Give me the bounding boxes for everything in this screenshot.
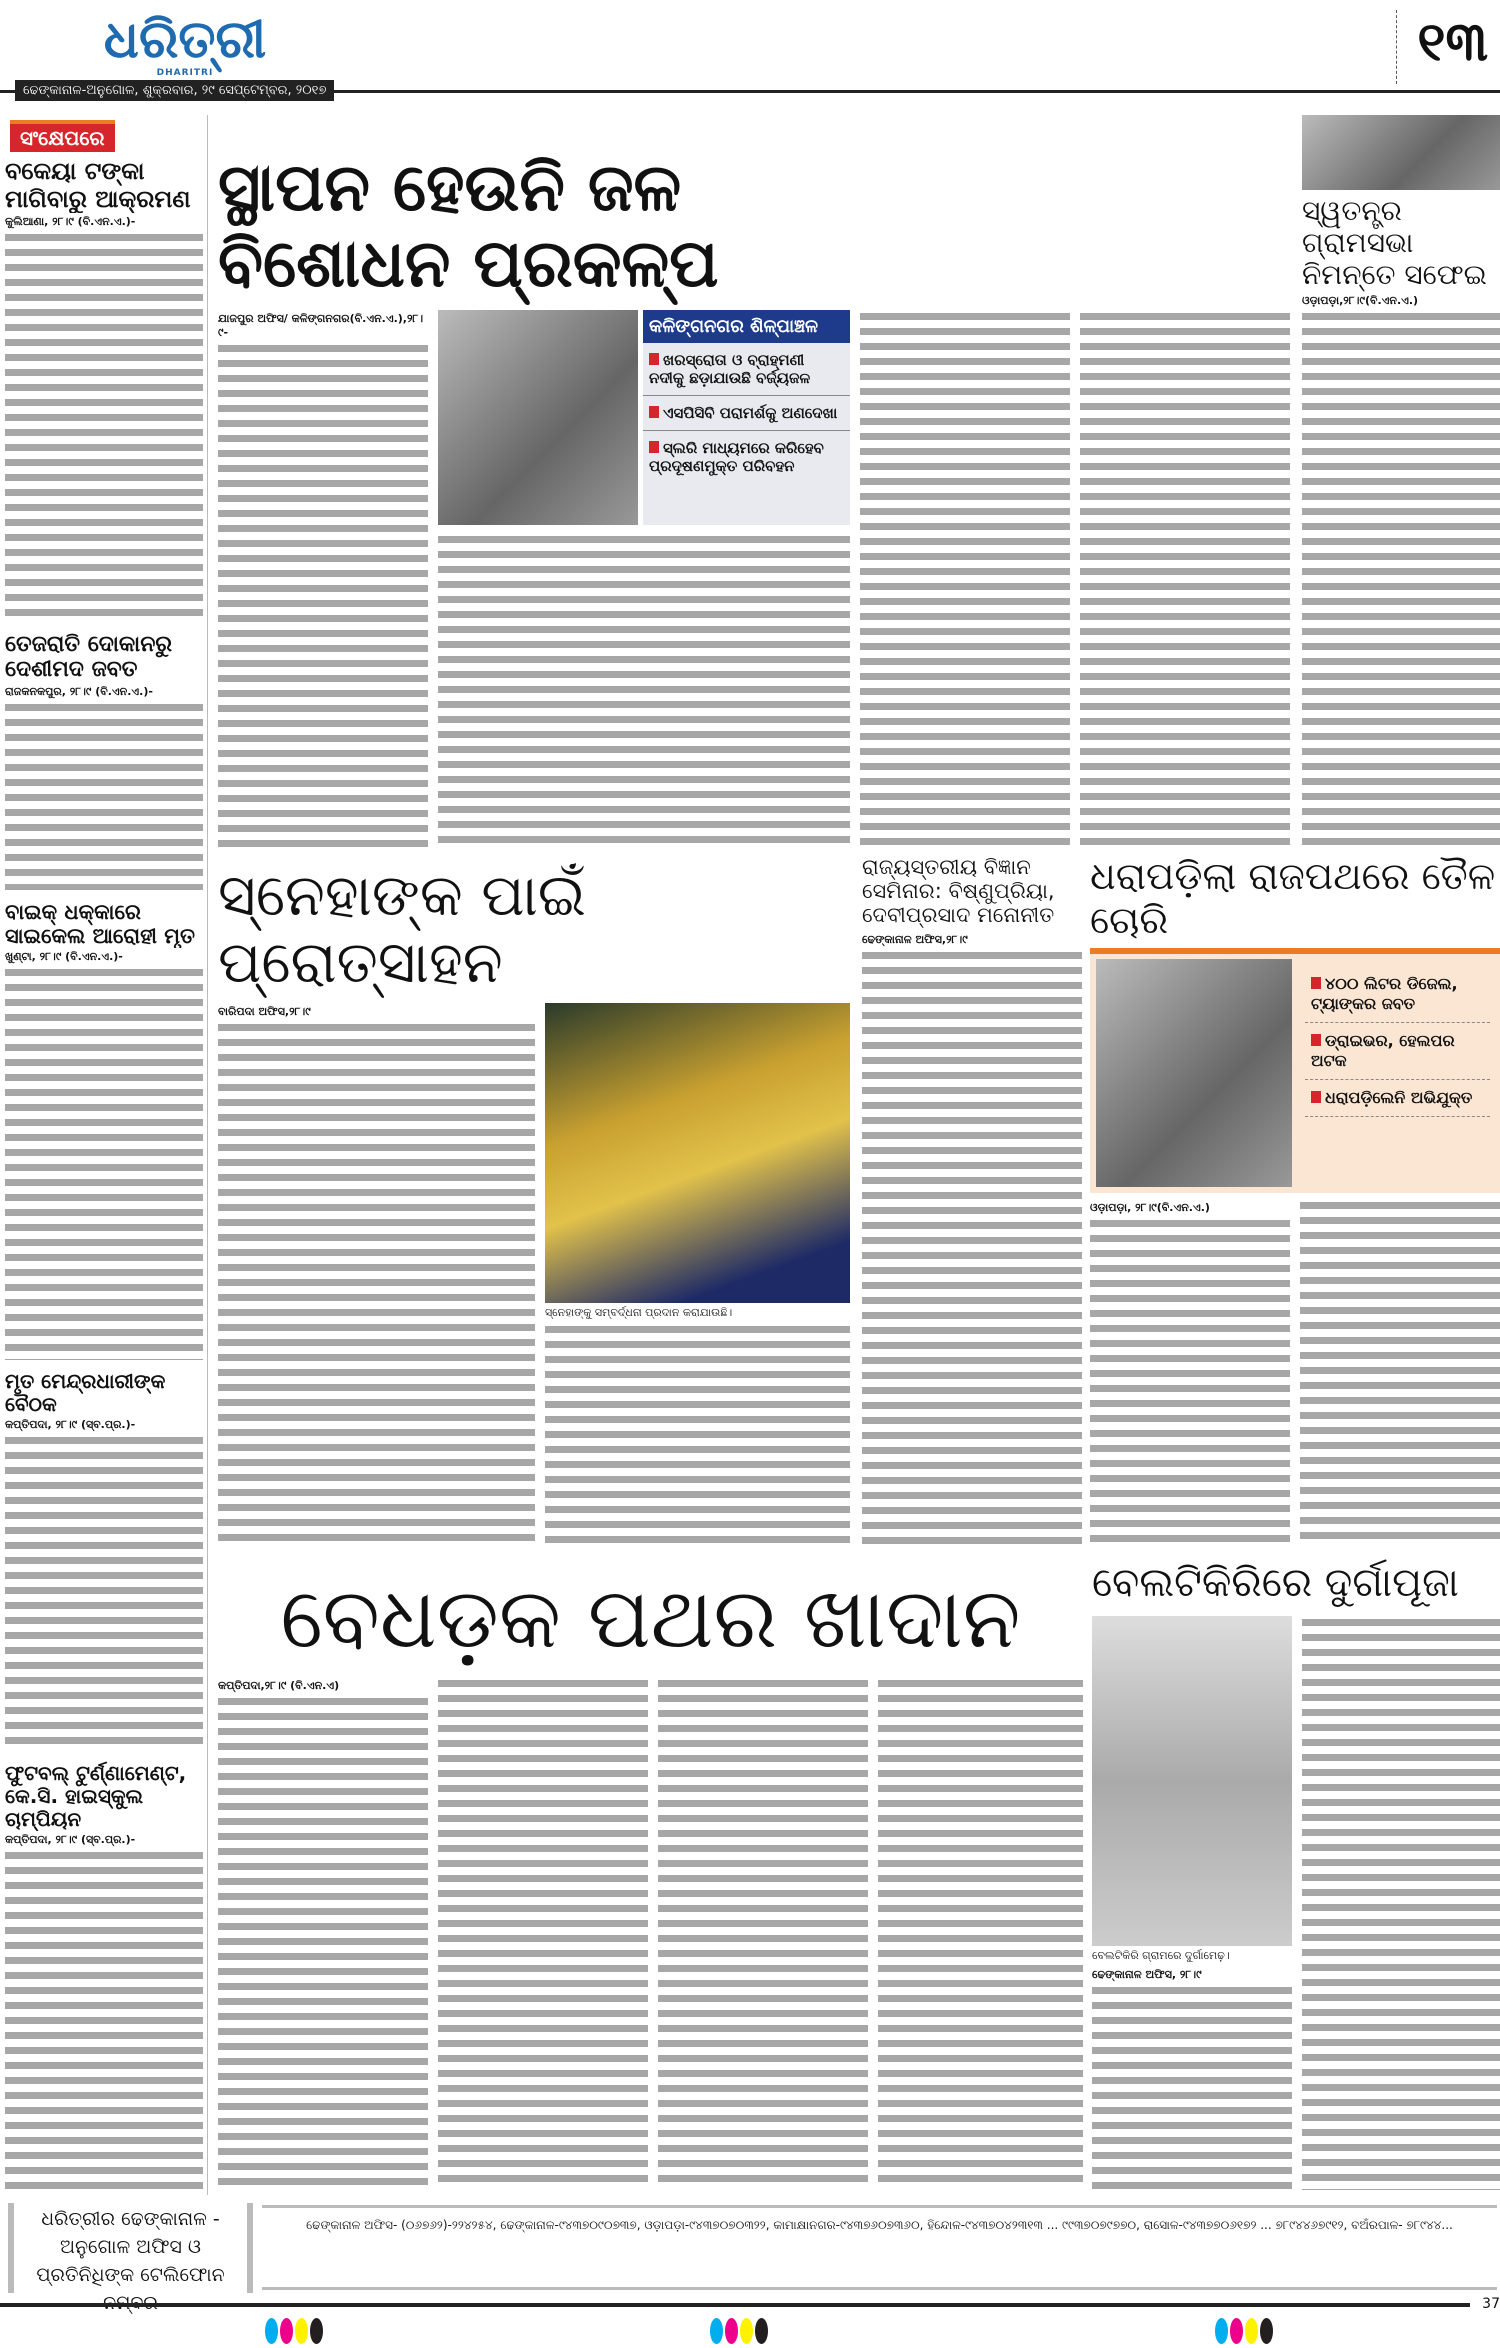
- registration-marks: [710, 2318, 770, 2348]
- lead-dateline: ଯାଜପୁର ଅଫିସ/ କଳିଙ୍ଗନଗର(ବି.ଏନ.ଏ.),୨୮।୯-: [218, 310, 428, 342]
- lead-body: [1080, 310, 1290, 850]
- gramsabha-story: [1302, 115, 1500, 848]
- oil-theft-box: [1090, 948, 1500, 1193]
- lead-body: [860, 310, 1070, 850]
- dateline-bar: ଢେଙ୍କାନାଳ-ଅନୁଗୋଳ, ଶୁକ୍ରବାର, ୨୯ ସେପ୍ଟେମ୍ବର, ୨୦୧୭: [15, 80, 334, 101]
- registration-marks: [265, 2318, 325, 2348]
- brief-dateline: ଖୁଣ୍ଟା, ୨୮।୯ (ବି.ଏନ.ଏ.)-: [5, 948, 203, 966]
- durga-body: [1092, 1984, 1292, 2190]
- lead-body: [438, 533, 850, 850]
- brief-headline: ମୃତ ମେନ୍ଦ୍ରଧାରୀଙ୍କ ବୈଠକ: [5, 1369, 166, 1416]
- oil-theft-point: ଧରାପଡ଼ିଲେନି ଅଭିଯୁକ୍ତ: [1305, 1080, 1490, 1117]
- quarry-story: [218, 1570, 1083, 2190]
- brief-body: [5, 231, 203, 618]
- dharitri-logo: ଧରିତ୍ରୀ DHARITRI: [103, 10, 267, 78]
- sneha-body: [545, 1323, 850, 1545]
- oil-theft-dateline: ଓଡ଼ାପଡ଼ା, ୨୮।୯(ବି.ଏନ.ଏ.): [1090, 1199, 1290, 1217]
- section-tag: ସଂକ୍ଷେପରେ: [10, 120, 115, 152]
- durga-body: [1302, 1616, 1500, 2190]
- infobox-point: ଖରସ୍ରୋତା ଓ ବ୍ରାହ୍ମଣୀ ନଦୀକୁ ଛଡ଼ାଯାଉଛି ବର୍ଜ୍ୟଜଳ: [643, 343, 850, 396]
- quarry-dateline: କପ୍ତିପଦା,୨୮।୯ (ବି.ଏନ.ଏ): [218, 1677, 428, 1695]
- brief-story: [5, 158, 203, 618]
- footer-rule: [0, 2303, 1470, 2307]
- brief-headline: ଫୁଟବଲ୍ ଟୁର୍ଣ୍ଣାମେଣ୍ଟ, କେ.ସି. ହାଇସ୍କୁଲ ଚାମ୍ପିୟନ: [5, 1761, 187, 1831]
- durga-story: [1092, 1560, 1500, 2190]
- seminar-story: [862, 855, 1082, 1545]
- seminar-headline: ରାଜ୍ୟସ୍ତରୀୟ ବିଜ୍ଞାନ ସେମିନାର: ବିଷ୍ଣୁପ୍ରିୟା, ଦେବୀପ୍ରସାଦ ମନୋନୀତ: [862, 855, 1055, 928]
- oil-theft-point: ୪୦୦ ଲିଟର ଡିଜେଲ, ଟ୍ୟାଙ୍କର ଜବତ: [1305, 966, 1490, 1023]
- oil-theft-point: ଡ୍ରାଇଭର, ହେଲପର ଅଟକ: [1305, 1023, 1490, 1080]
- infobox-point: ଏସପିସିବି ପରାମର୍ଶକୁ ଅଣଦେଖା: [643, 396, 850, 431]
- column-divider: [207, 115, 208, 2195]
- page-code: 37: [1482, 2296, 1500, 2312]
- quarry-body: [878, 1677, 1083, 2190]
- tanker-photo: [1096, 959, 1292, 1187]
- quarry-headline: ବେଧଡ଼କ ପଥର ଖାଦାନ: [280, 1569, 1021, 1667]
- brief-dateline: କପ୍ତିପଦା, ୨୮।୯ (ସ୍ବ.ପ୍ର.)-: [5, 1831, 203, 1849]
- sneha-body: [218, 1021, 535, 1545]
- brief-story: [5, 900, 203, 1360]
- durga-photo: [1092, 1616, 1292, 1946]
- oil-theft-points: [1305, 966, 1490, 1117]
- brief-headline: ବକେୟା ଟଙ୍କା ମାଗିବାରୁ ଆକ୍ରମଣ: [5, 157, 191, 213]
- brief-headline: ବାଇକ୍ ଧକ୍କାରେ ସାଇକେଲ ଆରୋହୀ ମୃତ: [5, 900, 195, 949]
- lead-infobox: [643, 310, 850, 525]
- brief-body: [5, 701, 203, 890]
- durga-dateline: ଢେଙ୍କାନାଳ ଅଫିସ, ୨୮।୯: [1092, 1966, 1292, 1984]
- infobox-title: କଳିଙ୍ଗନଗର ଶିଳ୍ପାଞ୍ଚଳ: [643, 310, 850, 343]
- lead-body: [218, 342, 428, 850]
- quarry-body: [438, 1677, 648, 2190]
- oil-theft-headline: ଧରାପଡ଼ିଲା ରାଜପଥରେ ତୈଳ ଚୋରି: [1090, 854, 1496, 942]
- footer-contact-title: ଧରିତ୍ରୀର ଢେଙ୍କାନାଳ - ଅନୁଗୋଳ ଅଫିସ ଓ ପ୍ରତିନିଧିଙ୍କ ଟେଲିଫୋନ: [8, 2203, 253, 2293]
- brief-story: [5, 1762, 203, 2192]
- infobox-point: ସ୍ଲରି ମାଧ୍ୟମରେ କରିହେବ ପ୍ରଦୂଷଣମୁକ୍ତ ପରିବହନ: [643, 431, 850, 483]
- durga-caption: ବେଲଟିକିରି ଗ୍ରାମରେ ଦୁର୍ଗାମେଢ଼।: [1092, 1949, 1230, 1962]
- pipeline-photo: [438, 310, 638, 525]
- registration-marks: [1215, 2318, 1275, 2348]
- gramsabha-body: [1302, 310, 1500, 848]
- gramsabha-headline: ସ୍ୱତନ୍ତ୍ର ଗ୍ରାମସଭା ନିମନ୍ତେ ସଫେଇ: [1302, 194, 1487, 292]
- oil-theft-story: [1090, 855, 1500, 1545]
- sneha-dateline: ବାରିପଦା ଅଫିସ,୨୮।୯: [218, 1003, 535, 1021]
- brief-story: [5, 632, 203, 890]
- brief-story: [5, 1370, 203, 1752]
- oil-theft-body: [1300, 1199, 1500, 1545]
- footer-phone-list: ଢେଙ୍କାନାଳ ଅଫିସ- (୦୬୭୬୨)-୨୨୪୨୫୪, ଢେଙ୍କାନାଳ-୯୪୩୭୦୯୦୭୩୭, ଓଡ଼ାପଡ଼ା-୯୪୩୭୦୭୦୩୨୨, କାମାକ୍ଷାନଗର-୯୪୩୭୬୦୭୩୬୦, ହିନ୍ଦୋଳ-୯୪୩୭୦୪୨୩୧୩ ... ୯୯୩୭୦୭୯୭୭୦, ରାସୋଳ-୯୪୩୭୭୦୬୧୭୨ ... ୭୮୯୪୪୬୭୯୧୨, ବଅଁରପାଳ- ୭୮୯୪୪...: [262, 2205, 1497, 2290]
- brief-body: [5, 1434, 203, 1752]
- durga-headline: ବେଲଟିକିରିରେ ଦୁର୍ଗାପୂଜା: [1092, 1560, 1459, 1606]
- seminar-body: [862, 949, 1082, 1545]
- brief-dateline: କୁଲିଆଣା, ୨୮।୯ (ବି.ଏନ.ଏ.)-: [5, 213, 203, 231]
- sneha-photo: [545, 1003, 850, 1303]
- seminar-dateline: ଢେଙ୍କାନାଳ ଅଫିସ,୨୮।୯: [862, 931, 1082, 949]
- lead-headline: ସ୍ଥାପନ ହେଉନି ଜଳ ବିଶୋଧନ ପ୍ରକଳ୍ପ: [218, 149, 719, 302]
- sneha-caption: ସ୍ନେହାଙ୍କୁ ସମ୍ବର୍ଦ୍ଧନା ପ୍ରଦାନ କରାଯାଉଛି।: [545, 1306, 733, 1320]
- brief-body: [5, 1849, 203, 2192]
- brief-headline: ତେଜରାତି ଦୋକାନରୁ ଦେଶୀମଦ ଜବତ: [5, 632, 173, 683]
- brief-body: [5, 966, 203, 1360]
- sneha-headline: ସ୍ନେହାଙ୍କ ପାଇଁ ପ୍ରୋତ୍ସାହନ: [218, 861, 587, 996]
- lead-story: [218, 150, 1290, 850]
- sneha-story: [218, 862, 850, 1545]
- gramsabha-dateline: ଓଡ଼ାପଡ଼ା,୨୮।୯(ବି.ଏନ.ଏ.): [1302, 292, 1500, 310]
- brief-dateline: କପ୍ତିପଦା, ୨୮।୯ (ସ୍ବ.ପ୍ର.)-: [5, 1416, 203, 1434]
- oil-theft-body: [1090, 1217, 1290, 1545]
- quarry-body: [218, 1695, 428, 2190]
- quarry-body: [658, 1677, 868, 2190]
- page-number: ୧୩: [1396, 10, 1488, 84]
- gramsabha-photo: [1302, 115, 1500, 190]
- brief-dateline: ରାଜକନକପୁର, ୨୮।୯ (ବି.ଏନ.ଏ.)-: [5, 683, 203, 701]
